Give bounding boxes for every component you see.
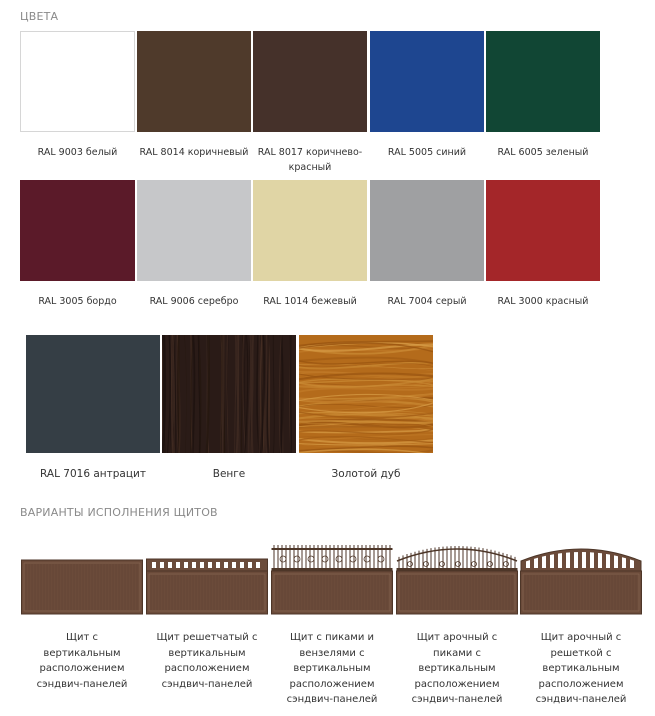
gate-panel-label: Щит решетчатый с вертикальным расположением сэндвич-панелей bbox=[156, 632, 258, 690]
color-swatch bbox=[137, 31, 251, 132]
color-swatch bbox=[253, 180, 367, 281]
colors-heading: ЦВЕТА bbox=[20, 10, 59, 23]
color-swatch-label: RAL 9006 серебро bbox=[149, 296, 239, 307]
panel-body bbox=[147, 571, 268, 614]
panel-body bbox=[521, 571, 642, 614]
color-swatch-label: RAL 5005 синий bbox=[387, 147, 467, 158]
color-swatch bbox=[137, 180, 251, 281]
panel-body bbox=[22, 560, 143, 614]
gate-panel-label: Щит с вертикальным расположением сэндвич-панелей bbox=[36, 632, 128, 690]
color-swatch-label: RAL 3000 красный bbox=[497, 296, 589, 307]
color-swatch-label: Золотой дуб bbox=[331, 468, 401, 480]
gate-panel-label: Щит с пиками и вензелями с вертикальным расположением сэндвич-панелей bbox=[286, 632, 378, 705]
variants-heading: ВАРИАНТЫ ИСПОЛНЕНИЯ ЩИТОВ bbox=[20, 506, 218, 519]
color-swatch bbox=[253, 31, 367, 132]
color-swatch bbox=[370, 180, 484, 281]
gate-panel-lattice bbox=[146, 545, 268, 615]
gate-panel-arch-pikes bbox=[396, 545, 518, 615]
gate-panel-vertical bbox=[21, 545, 143, 615]
gate-panel-label: Щит арочный с пиками с вертикальным расположением сэндвич-панелей bbox=[411, 632, 503, 705]
color-swatch bbox=[162, 335, 296, 453]
color-swatch-label: RAL 9003 белый bbox=[37, 147, 118, 158]
color-swatch-label: RAL 6005 зеленый bbox=[497, 147, 589, 158]
gate-panel-pikes bbox=[271, 545, 393, 615]
color-swatch bbox=[26, 335, 160, 453]
color-swatch bbox=[486, 31, 600, 132]
panel-body bbox=[397, 571, 518, 614]
color-swatch bbox=[20, 31, 135, 132]
color-swatch-label: RAL 7016 антрацит bbox=[40, 468, 146, 480]
gate-panel-arch-lattice bbox=[520, 545, 642, 615]
color-swatch bbox=[370, 31, 484, 132]
color-swatch-label: RAL 3005 бордо bbox=[38, 296, 117, 307]
color-swatch-label: RAL 1014 бежевый bbox=[263, 296, 357, 307]
color-swatch bbox=[299, 335, 433, 453]
gate-panel-label: Щит арочный с решеткой с вертикальным расположением сэндвич-панелей bbox=[535, 632, 627, 705]
color-swatch-label: RAL 8014 коричневый bbox=[139, 147, 249, 158]
color-swatch-label: RAL 8017 коричнево-красный bbox=[257, 147, 363, 173]
color-swatch-label: Венге bbox=[212, 468, 246, 480]
color-swatch-label: RAL 7004 серый bbox=[387, 296, 467, 307]
color-swatch bbox=[20, 180, 135, 281]
panel-body bbox=[272, 571, 393, 614]
color-swatch bbox=[486, 180, 600, 281]
